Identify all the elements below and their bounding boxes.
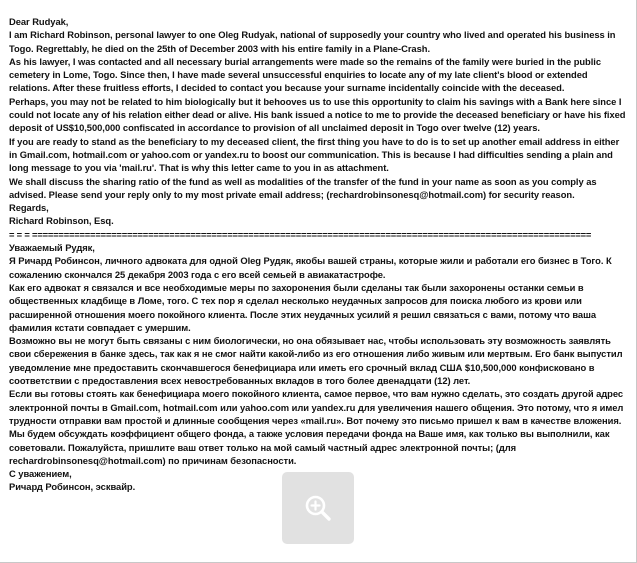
zoom-button[interactable]: [282, 472, 354, 544]
letter-body: [9, 15, 629, 494]
paragraph-en-deposit: Perhaps, you may not be related to him biologically but it behooves us to use this opportunity to claim his savings with a Bank here since I could not locate any of his relation either dead or alive. His bank issued a notice to me to provide the deceased beneficiary or have his fixed deposit of US$10,500,000 confiscated in accordance to provision of all unclaimed deposit in Togo over twelve (12) years.: [9, 95, 626, 134]
separator-line: = = = ==========================================================================================================: [9, 228, 592, 240]
signature-en: Richard Robinson, Esq.: [9, 215, 114, 227]
signature-ru: Ричард Робинсон, эсквайр.: [9, 481, 136, 493]
paragraph-ru-deposit: Возможно вы не могут быть связаны с ним биологически, но она обязывает нас, чтобы использовать эту возможность заявлять свои сбережения в банке здесь, так как я не смог найти какой-либо из его отношения либо живым или мертвым. Его банк выпустил уведомление мне предоставить скончавшегося бенефициара или иметь его срочный вклад США $10,500,000 конфисковано в соответствии с предоставления всех невостребованных вкладов в того более двенадцати (12) лет.: [9, 335, 623, 387]
paragraph-en-burial: As his lawyer, I was contacted and all necessary burial arrangements were made so the remains of the family were buried in the public cemetery in Lome, Togo. Since then, I have made several unsuccessful enquiries to locate any of my late client's blood or extended relations. After these fruitless efforts, I decided to contact you because your surname incidentally coincide with the deceased.: [9, 55, 601, 94]
paragraph-ru-burial: Как его адвокат я связался и все необходимые меры по захоронения были сделаны так были захоронены останки семьи в общественных кладбище в Ломе, того. С тех пор я сделал несколько неудачных запросов для поиска любого из крови или расширенной отношения моего покойного клиента. После этих неудачных усилий я решил связаться с вами, потому что ваша фамилия кстати совпадает с умершим.: [9, 281, 597, 333]
paragraph-ru-intro: Я Ричард Робинсон, личного адвоката для одной Oleg Рудяк, якобы вашей страны, которые жили и работали его бизнес в Того. К сожалению скончался 25 декабря 2003 года с его всей семьей в авиакатастрофе.: [9, 255, 612, 280]
greeting-en: Dear Rudyak,: [9, 16, 69, 27]
paragraph-ru-email: Если вы готовы стоять как бенефициара моего покойного клиента, самое первое, что вам нужно сделать, это создать другой адрес электронной почты в Gmail.com, hotmail.com или yahoo.com или yandex.ru для увеличения нашего общения. Это потому, что я имел трудности отправки вам простой и длинные сообщения через «mail.ru». Вот почему это письмо пришел к вам в качестве вложения.: [9, 388, 624, 426]
paragraph-en-email: If you are ready to stand as the beneficiary to my deceased client, the first thing you have to do is to set up another email address in either in Gmail.com, hotmail.com or yahoo.com or yandex.ru to boost our communication. This is because I had difficulties sending a plain and long message to you via 'mail.ru'. That is why this letter came to you in as attachment.: [9, 135, 620, 174]
zoom-in-icon: [303, 493, 333, 523]
paragraph-en-reply: We shall discuss the sharing ratio of the fund as well as modalities of the transfer of the fund in your name as soon as you comply as advised. Please send your reply only to my most private email address; (rechardrobinsonesq@hotmail.com) for security reason.: [9, 175, 597, 200]
paragraph-en-intro: I am Richard Robinson, personal lawyer to one Oleg Rudyak, national of supposedly your country who lived and operated his business in Togo. Regrettably, he died on the 25th of December 2003 with his entire family in a Plane-Crash.: [9, 29, 616, 54]
closing-ru: С уважением,: [9, 468, 72, 480]
closing-en: Regards,: [9, 202, 49, 214]
greeting-ru: Уважаемый Рудяк,: [9, 242, 95, 254]
paragraph-ru-reply: Мы будем обсуждать коэффициент общего фонда, а также условия передачи фонда на Ваше имя, как только вы выполнили, как советовали. Пожалуйста, пришлите ваш ответ только на мой самый частный адрес электронной почты; (для rechardrobinsonesq@hotmail.com) по причинам безопасности.: [9, 428, 610, 466]
